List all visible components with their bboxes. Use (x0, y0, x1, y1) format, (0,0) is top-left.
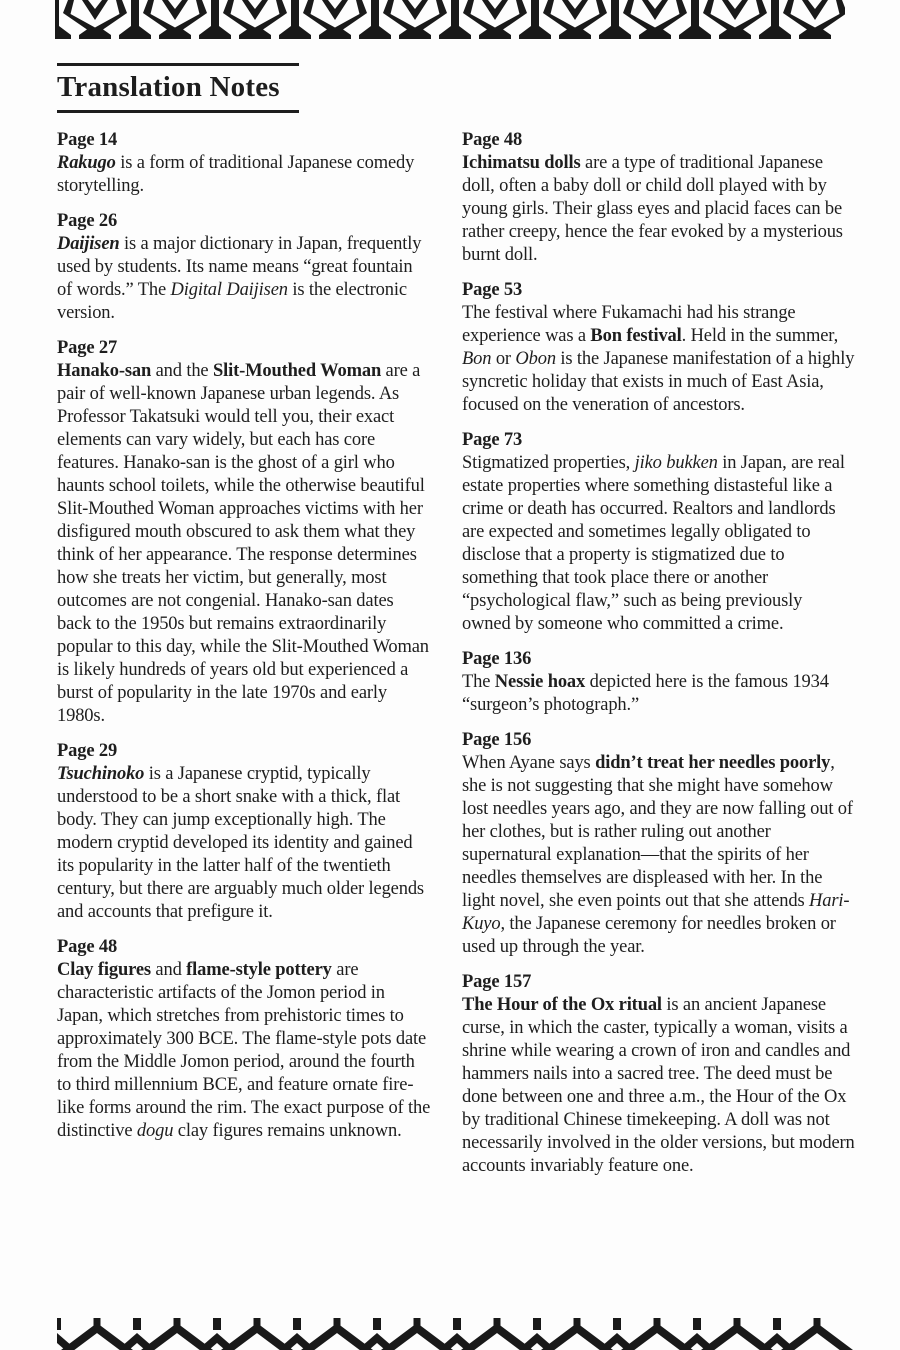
note-section (462, 429, 855, 636)
note-page-ref: Page 53 (462, 280, 523, 300)
note-text: Stigmatized properties, jiko bukken in Japan, are real estate properties where something distasteful like a crime or death has occurred. Realtors and landlords are expected and sometimes legally obligated to disclose that a property is stigmatized due to something that took place there or another “psychological flaw,” such as being previously owned by someone who committed a crime. (462, 453, 845, 634)
note-text: The festival where Fukamachi had his strange experience was a Bon festival. Held in the summer, Bon or Obon is the Japanese manifestation of a highly syncretic holiday that exists in much of East Asia, focused on the veneration of ancestors. (462, 303, 855, 415)
note-section (462, 648, 855, 717)
notes-column-left (57, 129, 431, 1155)
notes-columns (57, 129, 855, 1190)
note-section (462, 279, 855, 417)
note-section (462, 729, 855, 959)
note-text: Daijisen is a major dictionary in Japan, frequently used by students. Its name means “great fountain of words.” The Digital Daijisen is the electronic version. (57, 234, 422, 323)
note-section (57, 337, 431, 728)
note-text: Rakugo is a form of traditional Japanese comedy storytelling. (57, 153, 415, 196)
note-section (57, 210, 431, 325)
note-page-ref: Page 73 (462, 430, 523, 450)
note-text: The Hour of the Ox ritual is an ancient Japanese curse, in which the caster, typically a woman, visits a shrine while wearing a crown of iron and candles and hammers nails into a sacred tree. The deed must be done between one and three a.m., the Hour of the Ox by traditional Chinese timekeeping. A doll was not necessarily involved in the older versions, but modern accounts invariably feature one. (462, 995, 855, 1176)
note-page-ref: Page 136 (462, 649, 532, 669)
note-section (57, 740, 431, 924)
top-border-pattern (55, 0, 845, 42)
note-page-ref: Page 26 (57, 211, 118, 231)
note-text: Hanako-san and the Slit-Mouthed Woman are a pair of well-known Japanese urban legends. As Professor Takatsuki would tell you, their exact elements can vary widely, but each has core features. Hanako-san is the ghost of a girl who haunts school toilets, while the otherwise beautiful Slit-Mouthed Woman approaches victims with her disfigured mouth obscured to ask them what they think of her appearance. The response determines how she treats her victim, but generally, most outcomes are not congenial. Hanako-san dates back to the 1950s but remains extraordinarily popular to this day, while the Slit-Mouthed Woman is likely hundreds of years old but experienced a burst of popularity in the late 1970s and early 1980s. (57, 361, 429, 726)
note-text: When Ayane says didn’t treat her needles poorly, she is not suggesting that she might have somehow lost needles years ago, and they are now falling out of her clothes, but is rather ruling out another supernatural explanation—that the spirits of her needles themselves are displeased with her. In the light novel, she even points out that she attends Hari-Kuyo, the Japanese ceremony for needles broken or used up through the year. (462, 753, 853, 957)
page-title: Translation Notes (57, 71, 280, 103)
note-page-ref: Page 29 (57, 741, 118, 761)
notes-column-right (462, 129, 855, 1190)
note-page-ref: Page 27 (57, 338, 118, 358)
note-page-ref: Page 156 (462, 730, 532, 750)
note-section (57, 129, 431, 198)
bottom-border-pattern (57, 1318, 855, 1350)
note-text: Clay figures and flame-style pottery are characteristic artifacts of the Jomon period in Japan, which stretches from prehistoric times to approximately 300 BCE. The flame-style pots date from the Middle Jomon period, around the fourth to third millennium BCE, and feature ornate fire-like forms around the rim. The exact purpose of the distinctive dogu clay figures remains unknown. (57, 960, 431, 1141)
note-section (462, 971, 855, 1178)
note-section (57, 936, 431, 1143)
note-text: Ichimatsu dolls are a type of traditional Japanese doll, often a baby doll or child doll played with by young girls. Their glass eyes and placid faces can be rather creepy, hence the fear evoked by a mysterious burnt doll. (462, 153, 843, 265)
note-section (462, 129, 855, 267)
note-page-ref: Page 48 (57, 937, 118, 957)
title-block (57, 63, 299, 113)
note-page-ref: Page 14 (57, 130, 118, 150)
note-page-ref: Page 48 (462, 130, 523, 150)
note-text: The Nessie hoax depicted here is the famous 1934 “surgeon’s photograph.” (462, 672, 829, 715)
note-text: Tsuchinoko is a Japanese cryptid, typically understood to be a short snake with a thick, flat body. They can jump exceptionally high. The modern cryptid developed its identity and gained its popularity in the latter half of the twentieth century, but there are arguably much older legends and accounts that prefigure it. (57, 764, 424, 922)
note-page-ref: Page 157 (462, 972, 532, 992)
